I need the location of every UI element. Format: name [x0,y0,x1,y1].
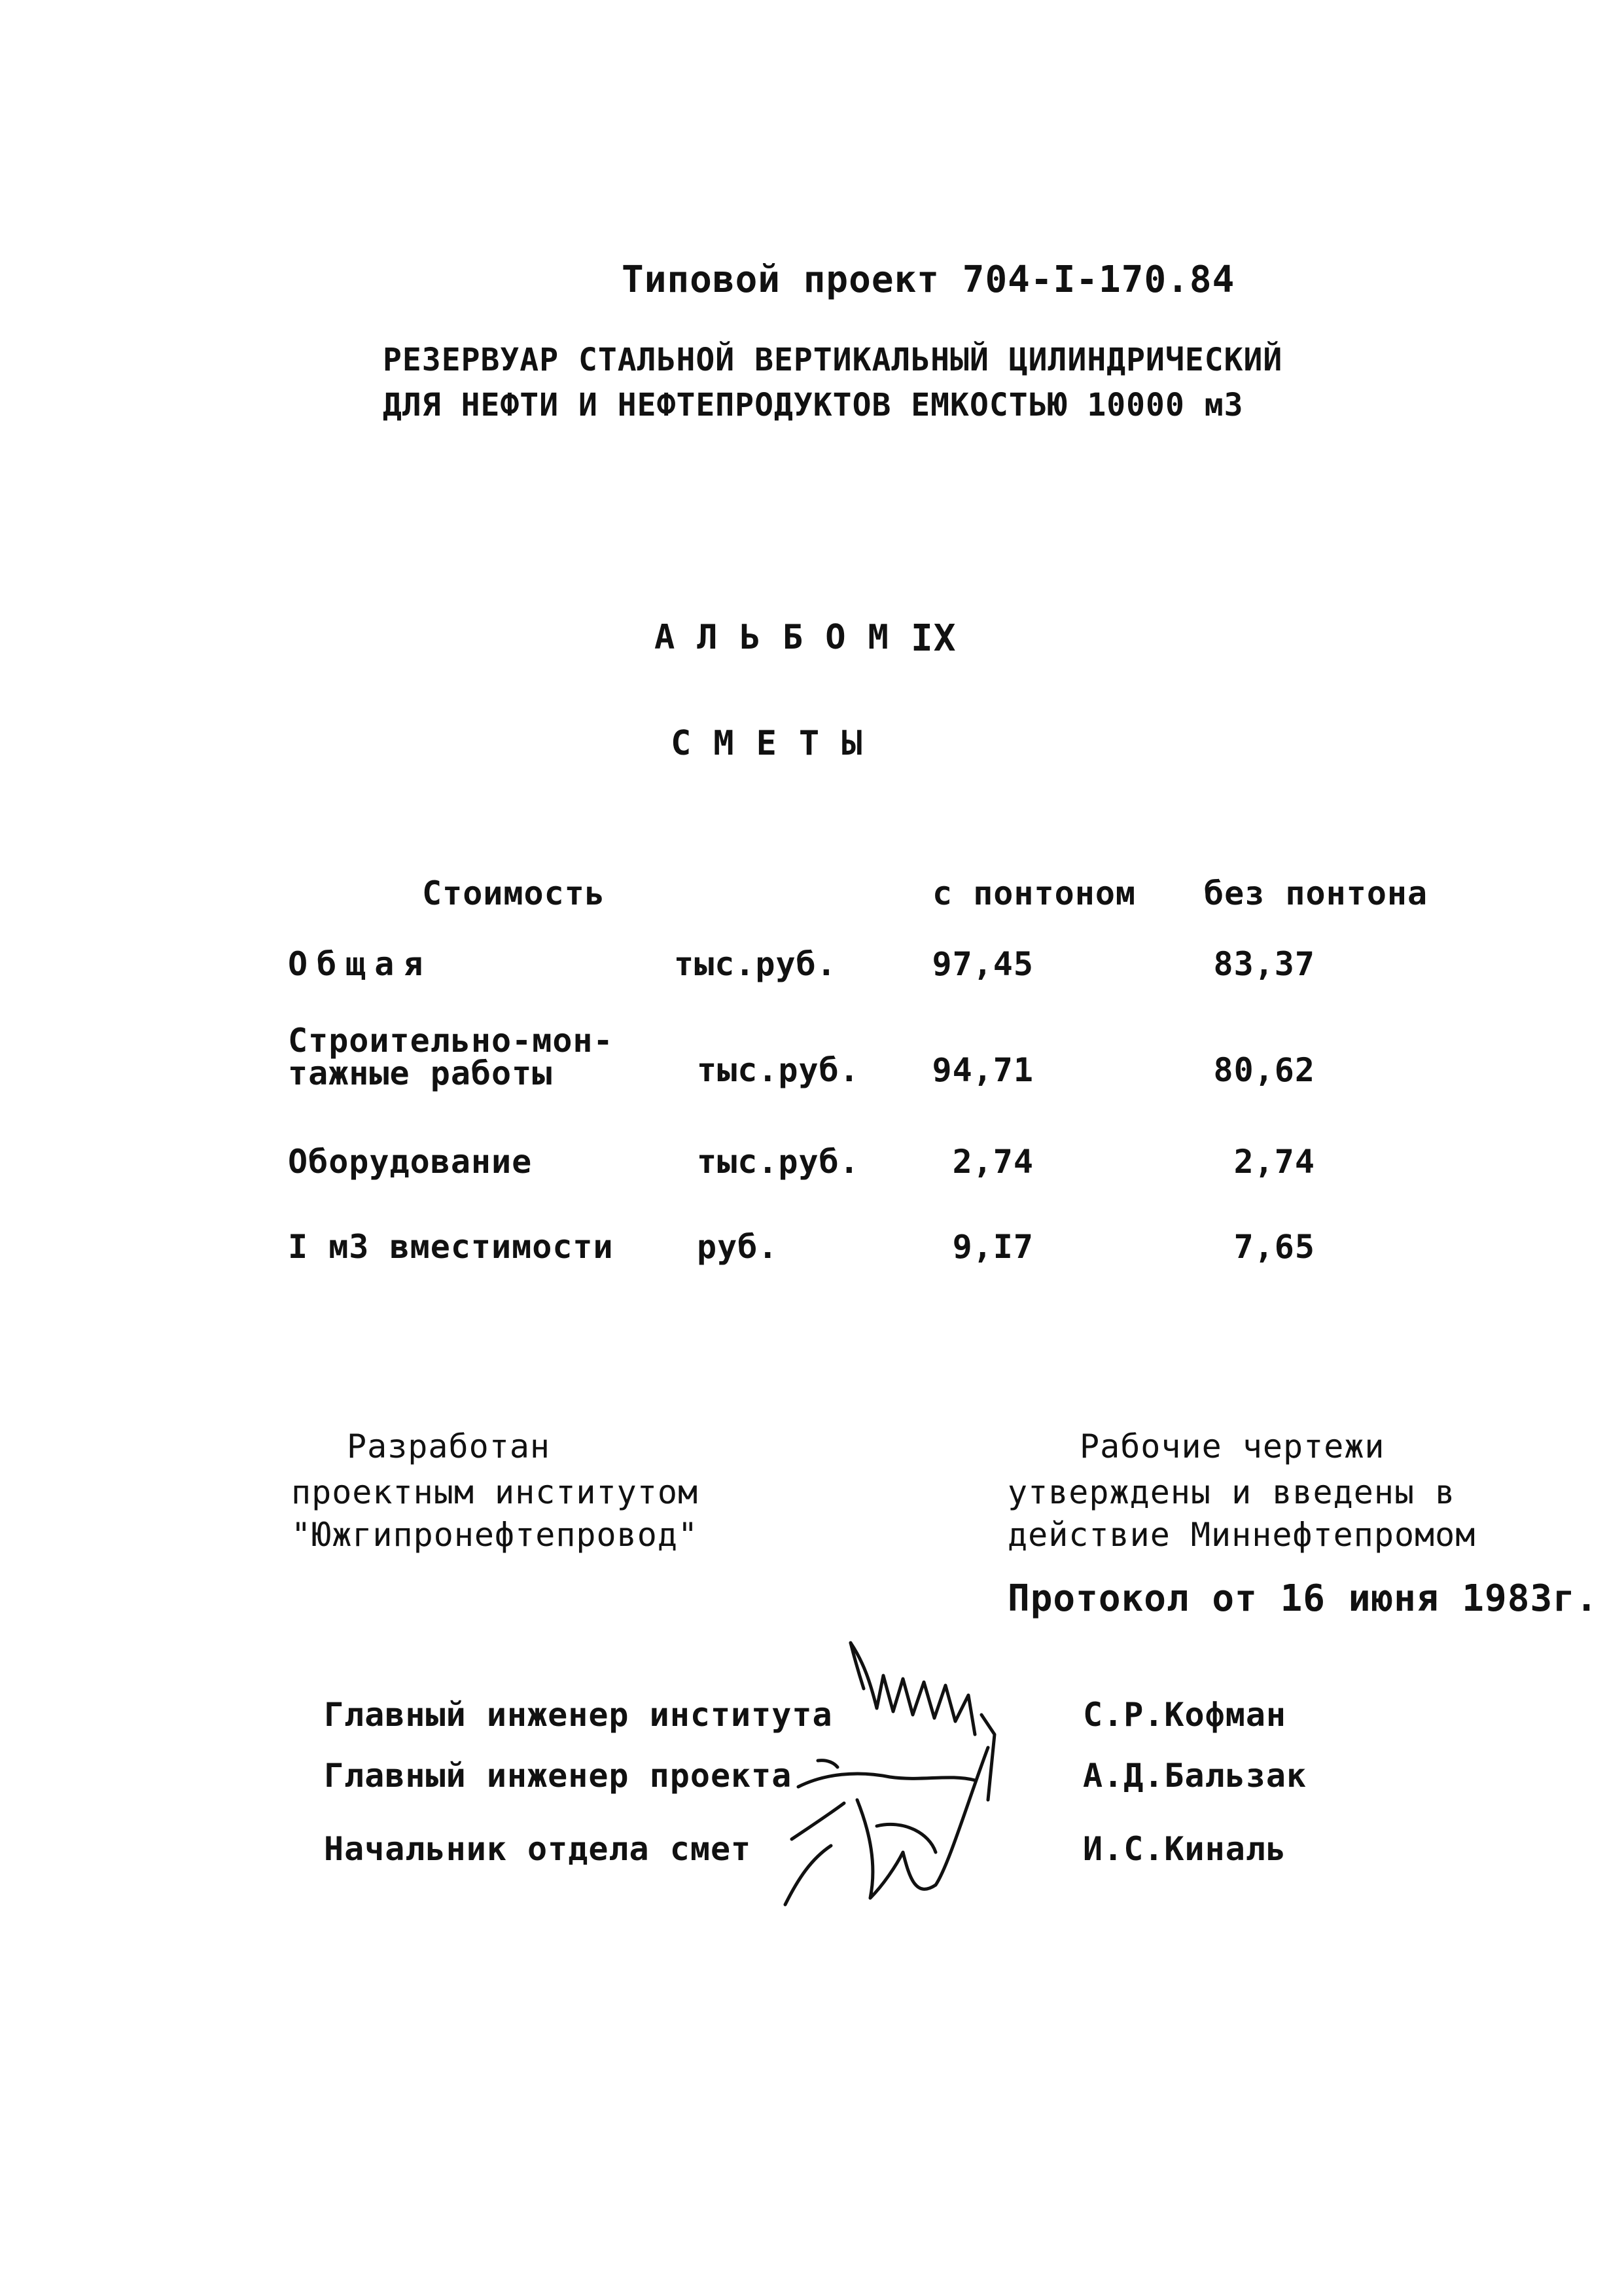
header-cost: Стоимость [422,874,605,912]
signatory-position: Главный инженер института [324,1696,833,1734]
row-with-value: 94,71 [932,1051,1034,1089]
signatory-position: Начальник отдела смет [324,1830,752,1868]
developed-line-1: Разработан [347,1427,551,1465]
album-number: IX [911,617,957,660]
row-with-value: 97,45 [932,945,1034,983]
developed-line-2: проектным институтом [291,1473,699,1511]
row-label-line2: тажные работы [288,1054,553,1092]
header-with-pontoon: с понтоном [932,874,1137,912]
approved-line-1: Рабочие чертежи [1080,1427,1385,1465]
developed-line-3: "Южгипронефтепровод" [291,1516,699,1554]
signatory-name: С.Р.Кофман [1083,1696,1287,1734]
row-unit: тыс.руб. [674,945,837,983]
project-code: Типовой проект 704-I-170.84 [622,259,1235,301]
row-unit: руб. [697,1228,779,1266]
approved-protocol: Протокол от 16 июня 1983г. [1008,1577,1598,1620]
album-label: АЛЬБОМ [654,618,911,657]
section-title: СМЕТЫ [671,724,885,763]
row-with-value: 9,I7 [952,1228,1034,1266]
approved-line-3: действие Миннефтепромом [1008,1516,1476,1554]
row-without-value: 7,65 [1233,1228,1315,1266]
row-unit: тыс.руб. [697,1051,860,1089]
row-label: Общая [288,945,432,983]
signatory-name: И.С.Киналь [1083,1830,1287,1868]
title-line-2: ДЛЯ НЕФТИ И НЕФТЕПРОДУКТОВ ЕМКОСТЬЮ 10000 м3 [383,387,1244,423]
row-without-value: 83,37 [1213,945,1315,983]
row-label-line1: Строительно-мон- [288,1022,614,1060]
title-line-1: РЕЗЕРВУАР СТАЛЬНОЙ ВЕРТИКАЛЬНЫЙ ЦИЛИНДРИЧЕСКИЙ [383,342,1283,378]
handwritten-signature [772,1636,1073,1924]
row-without-value: 80,62 [1213,1051,1315,1089]
row-with-value: 2,74 [952,1143,1034,1181]
header-without-pontoon: без понтона [1204,874,1428,912]
approved-line-2: утверждены и введены в [1008,1473,1456,1511]
signatory-position: Главный инженер проекта [324,1757,792,1795]
row-label: Оборудование [288,1143,533,1181]
row-label: I м3 вместимости [288,1228,614,1266]
signatory-name: А.Д.Бальзак [1083,1757,1307,1795]
row-unit: тыс.руб. [697,1143,860,1181]
row-without-value: 2,74 [1233,1143,1315,1181]
